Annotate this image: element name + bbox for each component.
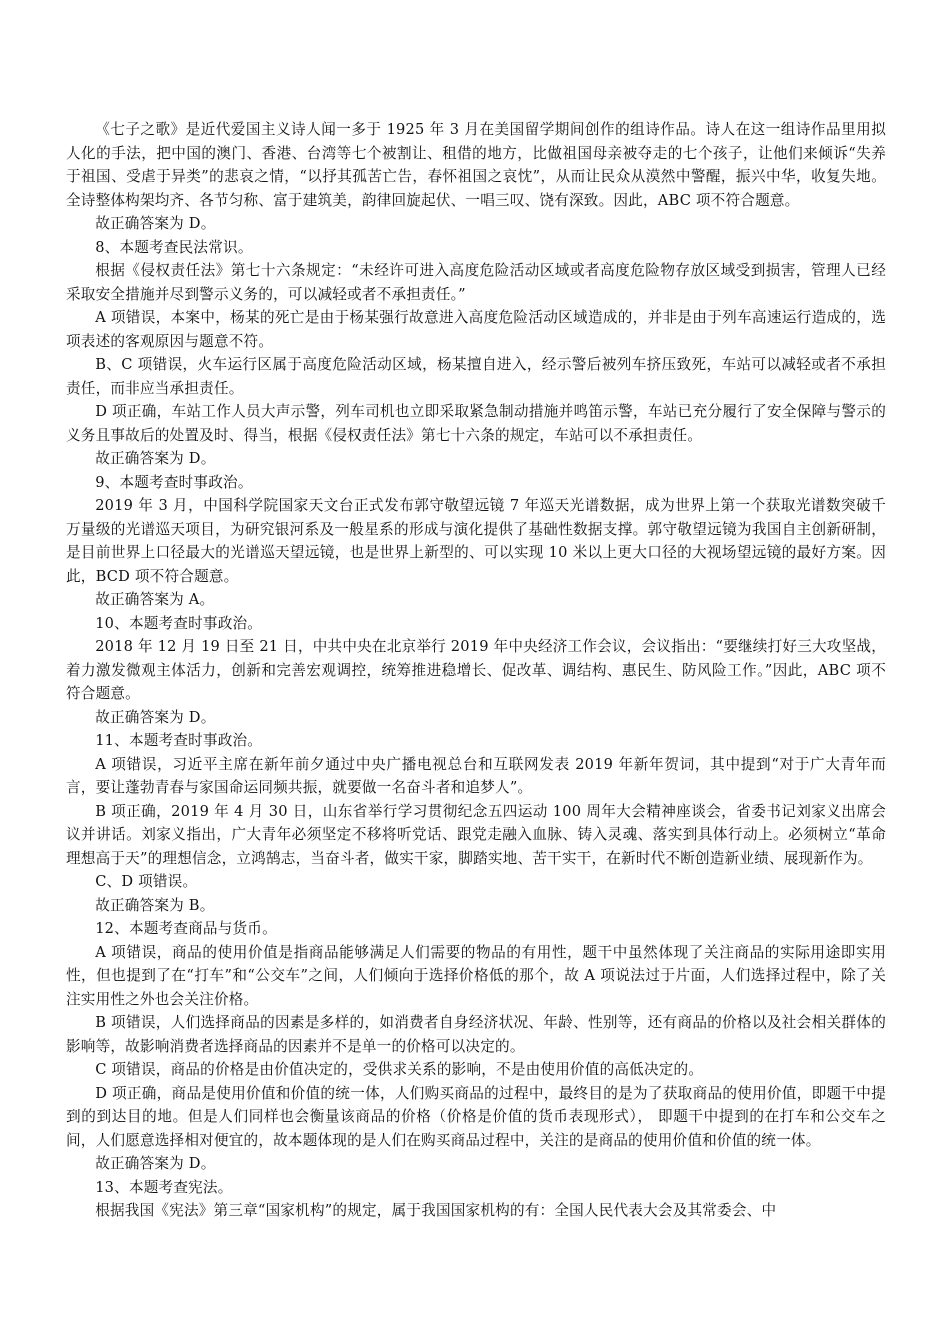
paragraph: D 项正确，商品是使用价值和价值的统一体，人们购买商品的过程中，最终目的是为了获取商品的使用价值，即题干中提到的到达目的地。但是人们同样也会衡量该商品的价格（价格是价值的货币表现形式）， 即题干中提到的在打车和公交车之间，人们愿意选择相对便宜的，故本题体现的是人们在购买商品过程中，关注的是商品的使用价值和价值的统一体。: [66, 1084, 886, 1149]
question-heading: 8、本题考查民法常识。: [95, 238, 253, 256]
paragraph: B 项正确，2019 年 4 月 30 日，山东省举行学习贯彻纪念五四运动 100 周年大会精神座谈会，省委书记刘家义出席会议并讲话。刘家义指出，广大青年必须坚定不移将听党话、跟党走融入血脉、铸入灵魂、落实到具体行动上。必须树立“革命理想高于天”的理想信念，立鸿鹄志，当奋斗者，做实干家，脚踏实地、苦干实干，在新时代不断创造新业绩、展现新作为。: [66, 802, 886, 867]
answer-line: 故正确答案为 B。: [95, 896, 215, 914]
paragraph: 《七子之歌》是近代爱国主义诗人闻一多于 1925 年 3 月在美国留学期间创作的组诗作品。诗人在这一组诗作品里用拟人化的手法，把中国的澳门、香港、台湾等七个被割让、租借的地方，比做祖国母亲被夺走的七个孩子，让他们来倾诉“失养于祖国、受虐于异类”的悲哀之情，“以抒其孤苦亡告，春怀祖国之哀忱”，从而让民众从漠然中警醒，振兴中华，收复失地。全诗整体构架均齐、各节匀称、富于建筑美，韵律回旋起伏、一唱三叹、饶有深致。因此，ABC 项不符合题意。: [66, 121, 886, 209]
answer-line: 故正确答案为 D。: [95, 215, 216, 232]
paragraph: 根据《侵权责任法》第七十六条规定：“未经许可进入高度危险活动区域或者高度危险物存放区域受到损害，管理人已经采取安全措施并尽到警示义务的，可以减轻或者不承担责任。”: [66, 262, 886, 303]
paragraph: B、C 项错误，火车运行区属于高度危险活动区域，杨某擅自进入，经示警后被列车挤压致死，车站可以减轻或者不承担责任，而非应当承担责任。: [66, 356, 886, 397]
paragraph: A 项错误，习近平主席在新年前夕通过中央广播电视总台和互联网发表 2019 年新年贺词，其中提到“对于广大青年而言，要让蓬勃青春与家国命运同频共振，就要做一名奋斗者和追梦人”。: [66, 755, 886, 796]
answer-line: 故正确答案为 A。: [95, 591, 215, 608]
paragraph: 2018 年 12 月 19 日至 21 日，中共中央在北京举行 2019 年中央经济工作会议，会议指出：“要继续打好三大攻坚战，着力激发微观主体活力，创新和完善宏观调控，统筹推进稳增长、促改革、调结构、惠民生、防风险工作。”因此，ABC 项不符合题意。: [66, 638, 886, 702]
answer-line: 故正确答案为 D。: [95, 450, 216, 467]
question-heading: 13、本题考查宪法。: [95, 1178, 233, 1196]
paragraph: 2019 年 3 月，中国科学院国家天文台正式发布郭守敬望远镜 7 年巡天光谱数据，成为世界上第一个获取光谱数突破千万量级的光谱巡天项目，为研究银河系及一般星系的形成与演化提供了基础性数据支撑。郭守敬望远镜为我国自主创新研制，是目前世界上口径最大的光谱巡天望远镜，也是世界上新型的、可以实现 10 米以上更大口径的大视场望远镜的最好方案。因此，BCD 项不符合题意。: [66, 497, 886, 585]
question-heading: 11、本题考查时事政治。: [95, 732, 263, 749]
paragraph: D 项正确，车站工作人员大声示警，列车司机也立即采取紧急制动措施并鸣笛示警，车站已充分履行了安全保障与警示的义务且事故后的处置及时、得当，根据《侵权责任法》第七十六条的规定，车站可以不承担责任。: [66, 403, 886, 444]
paragraph: C、D 项错误。: [95, 873, 198, 890]
paragraph: C 项错误，商品的价格是由价值决定的，受供求关系的影响，不是由使用价值的高低决定的。: [95, 1061, 704, 1078]
paragraph: A 项错误，本案中，杨某的死亡是由于杨某强行故意进入高度危险活动区域造成的，并非是由于列车高速运行造成的，选项表述的客观原因与题意不符。: [66, 309, 886, 350]
question-heading: 10、本题考查时事政治。: [95, 614, 263, 632]
answer-line: 故正确答案为 D。: [95, 1155, 216, 1172]
question-heading: 12、本题考查商品与货币。: [95, 920, 277, 937]
paragraph: 根据我国《宪法》第三章“国家机构”的规定，属于我国国家机构的有：全国人民代表大会及其常委会、中: [95, 1202, 777, 1219]
paragraph: B 项错误，人们选择商品的因素是多样的，如消费者自身经济状况、年龄、性别等，还有商品的价格以及社会相关群体的影响等，故影响消费者选择商品的因素并不是单一的价格可以决定的。: [66, 1014, 886, 1055]
paragraph: A 项错误，商品的使用价值是指商品能够满足人们需要的物品的有用性，题干中虽然体现了关注商品的实际用途即实用性，但也提到了在“打车”和“公交车”之间，人们倾向于选择价格低的那个，故 A 项说法过于片面，人们选择过程中，除了关注实用性之外也会关注价格。: [66, 943, 886, 1008]
answer-line: 故正确答案为 D。: [95, 708, 216, 726]
question-heading: 9、本题考查时事政治。: [95, 473, 253, 491]
